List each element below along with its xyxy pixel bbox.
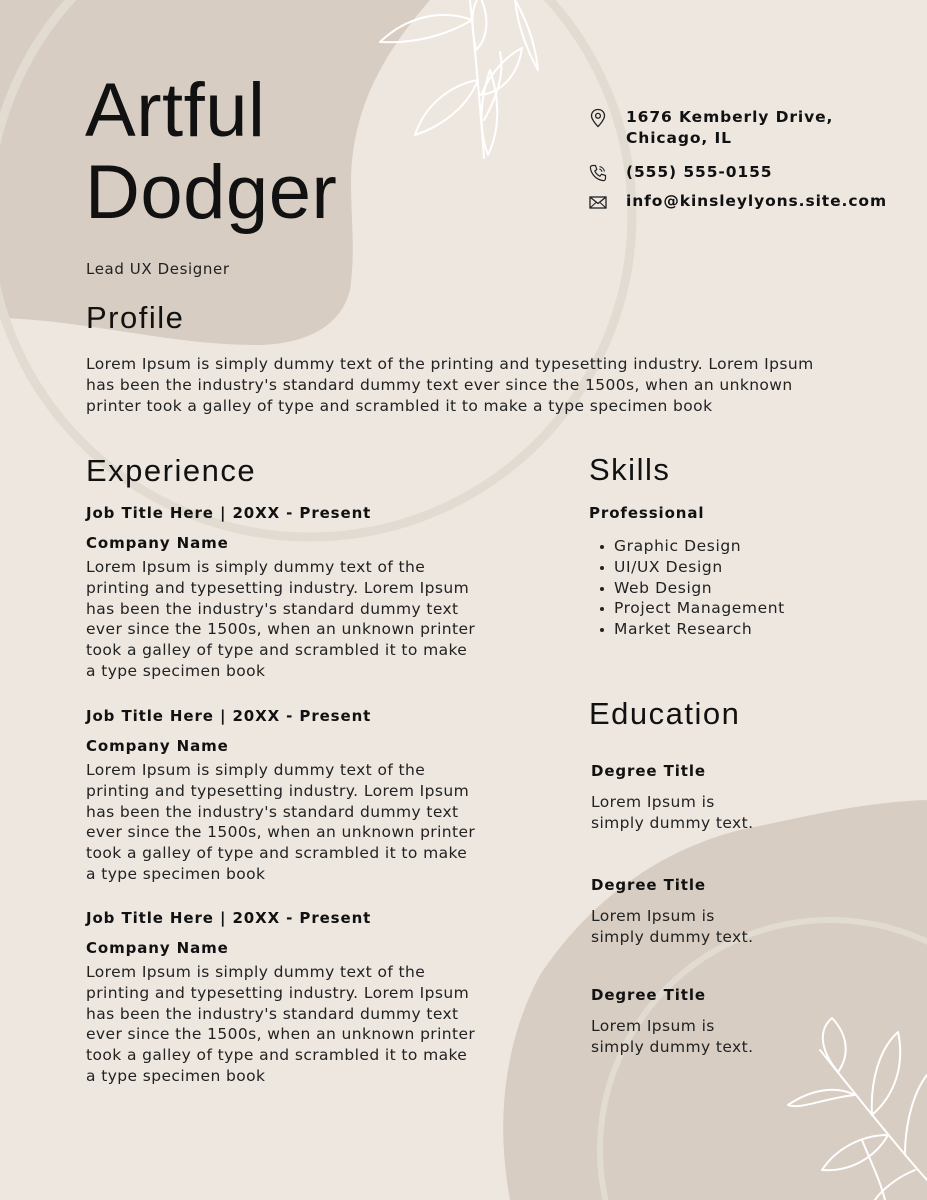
phone-number: (555) 555-0155 <box>626 163 773 181</box>
contact-phone <box>588 162 772 183</box>
job-title: Job Title Here | 20XX - Present <box>86 504 372 522</box>
job-title: Job Title Here | 20XX - Present <box>86 909 372 927</box>
bullet <box>600 545 604 549</box>
education-title: Education <box>589 696 741 731</box>
bullet <box>600 566 604 570</box>
name-line-2: Dodger <box>85 150 338 235</box>
bullet <box>600 607 604 611</box>
skills-title: Skills <box>589 452 671 487</box>
job-description: Lorem Ipsum is simply dummy text of the printing and typesetting industry. Lorem Ipsum has been the industry's standard dummy text ever since the 1500s, when an unknown printer took a galley of type and scrambled it to make a type specimen book <box>86 963 476 1085</box>
address-line-1: 1676 Kemberly Drive, <box>626 108 834 126</box>
job-role: Lead UX Designer <box>86 260 230 278</box>
degree-title: Degree Title <box>591 986 706 1004</box>
skill-item: Graphic Design <box>590 536 785 557</box>
education-item <box>591 762 891 834</box>
profile-title: Profile <box>86 300 185 335</box>
phone-icon <box>588 163 608 183</box>
job-title: Job Title Here | 20XX - Present <box>86 707 372 725</box>
bullet <box>600 628 604 632</box>
degree-description: Lorem Ipsum is simply dummy text. <box>591 793 754 832</box>
bullet <box>600 587 604 591</box>
address-line-2: Chicago, IL <box>626 129 732 147</box>
skill-item: Market Research <box>590 619 785 640</box>
skill-item: Web Design <box>590 578 785 599</box>
degree-title: Degree Title <box>591 762 706 780</box>
envelope-icon <box>588 192 608 212</box>
contact-address <box>588 107 833 149</box>
skills-list <box>590 536 785 640</box>
skill-item: UI/UX Design <box>590 557 785 578</box>
email-address: info@kinsleylyons.site.com <box>626 192 888 210</box>
education-item <box>591 986 891 1058</box>
company-name: Company Name <box>86 939 229 957</box>
profile-text: Lorem Ipsum is simply dummy text of the printing and typesetting industry. Lorem Ipsum has been the industry's standard dummy text ever since the 1500s, when an unknown printer took a galley of type and scrambled it to make a type specimen book <box>86 355 814 415</box>
degree-description: Lorem Ipsum is simply dummy text. <box>591 1017 754 1056</box>
job-description: Lorem Ipsum is simply dummy text of the printing and typesetting industry. Lorem Ipsum has been the industry's standard dummy text ever since the 1500s, when an unknown printer took a galley of type and scrambled it to make a type specimen book <box>86 761 476 883</box>
company-name: Company Name <box>86 737 229 755</box>
candidate-name <box>85 70 337 234</box>
skill-item: Project Management <box>590 598 785 619</box>
education-item <box>591 876 891 948</box>
job-description: Lorem Ipsum is simply dummy text of the printing and typesetting industry. Lorem Ipsum has been the industry's standard dummy text ever since the 1500s, when an unknown printer took a galley of type and scrambled it to make a type specimen book <box>86 558 476 680</box>
experience-item <box>86 707 476 885</box>
skills-subtitle: Professional <box>589 504 705 522</box>
contact-email <box>588 191 887 212</box>
company-name: Company Name <box>86 534 229 552</box>
name-line-1: Artful <box>85 68 266 153</box>
experience-title: Experience <box>86 453 257 488</box>
experience-item <box>86 909 476 1087</box>
degree-title: Degree Title <box>591 876 706 894</box>
degree-description: Lorem Ipsum is simply dummy text. <box>591 907 754 946</box>
location-pin-icon <box>588 108 608 128</box>
experience-item <box>86 504 476 682</box>
